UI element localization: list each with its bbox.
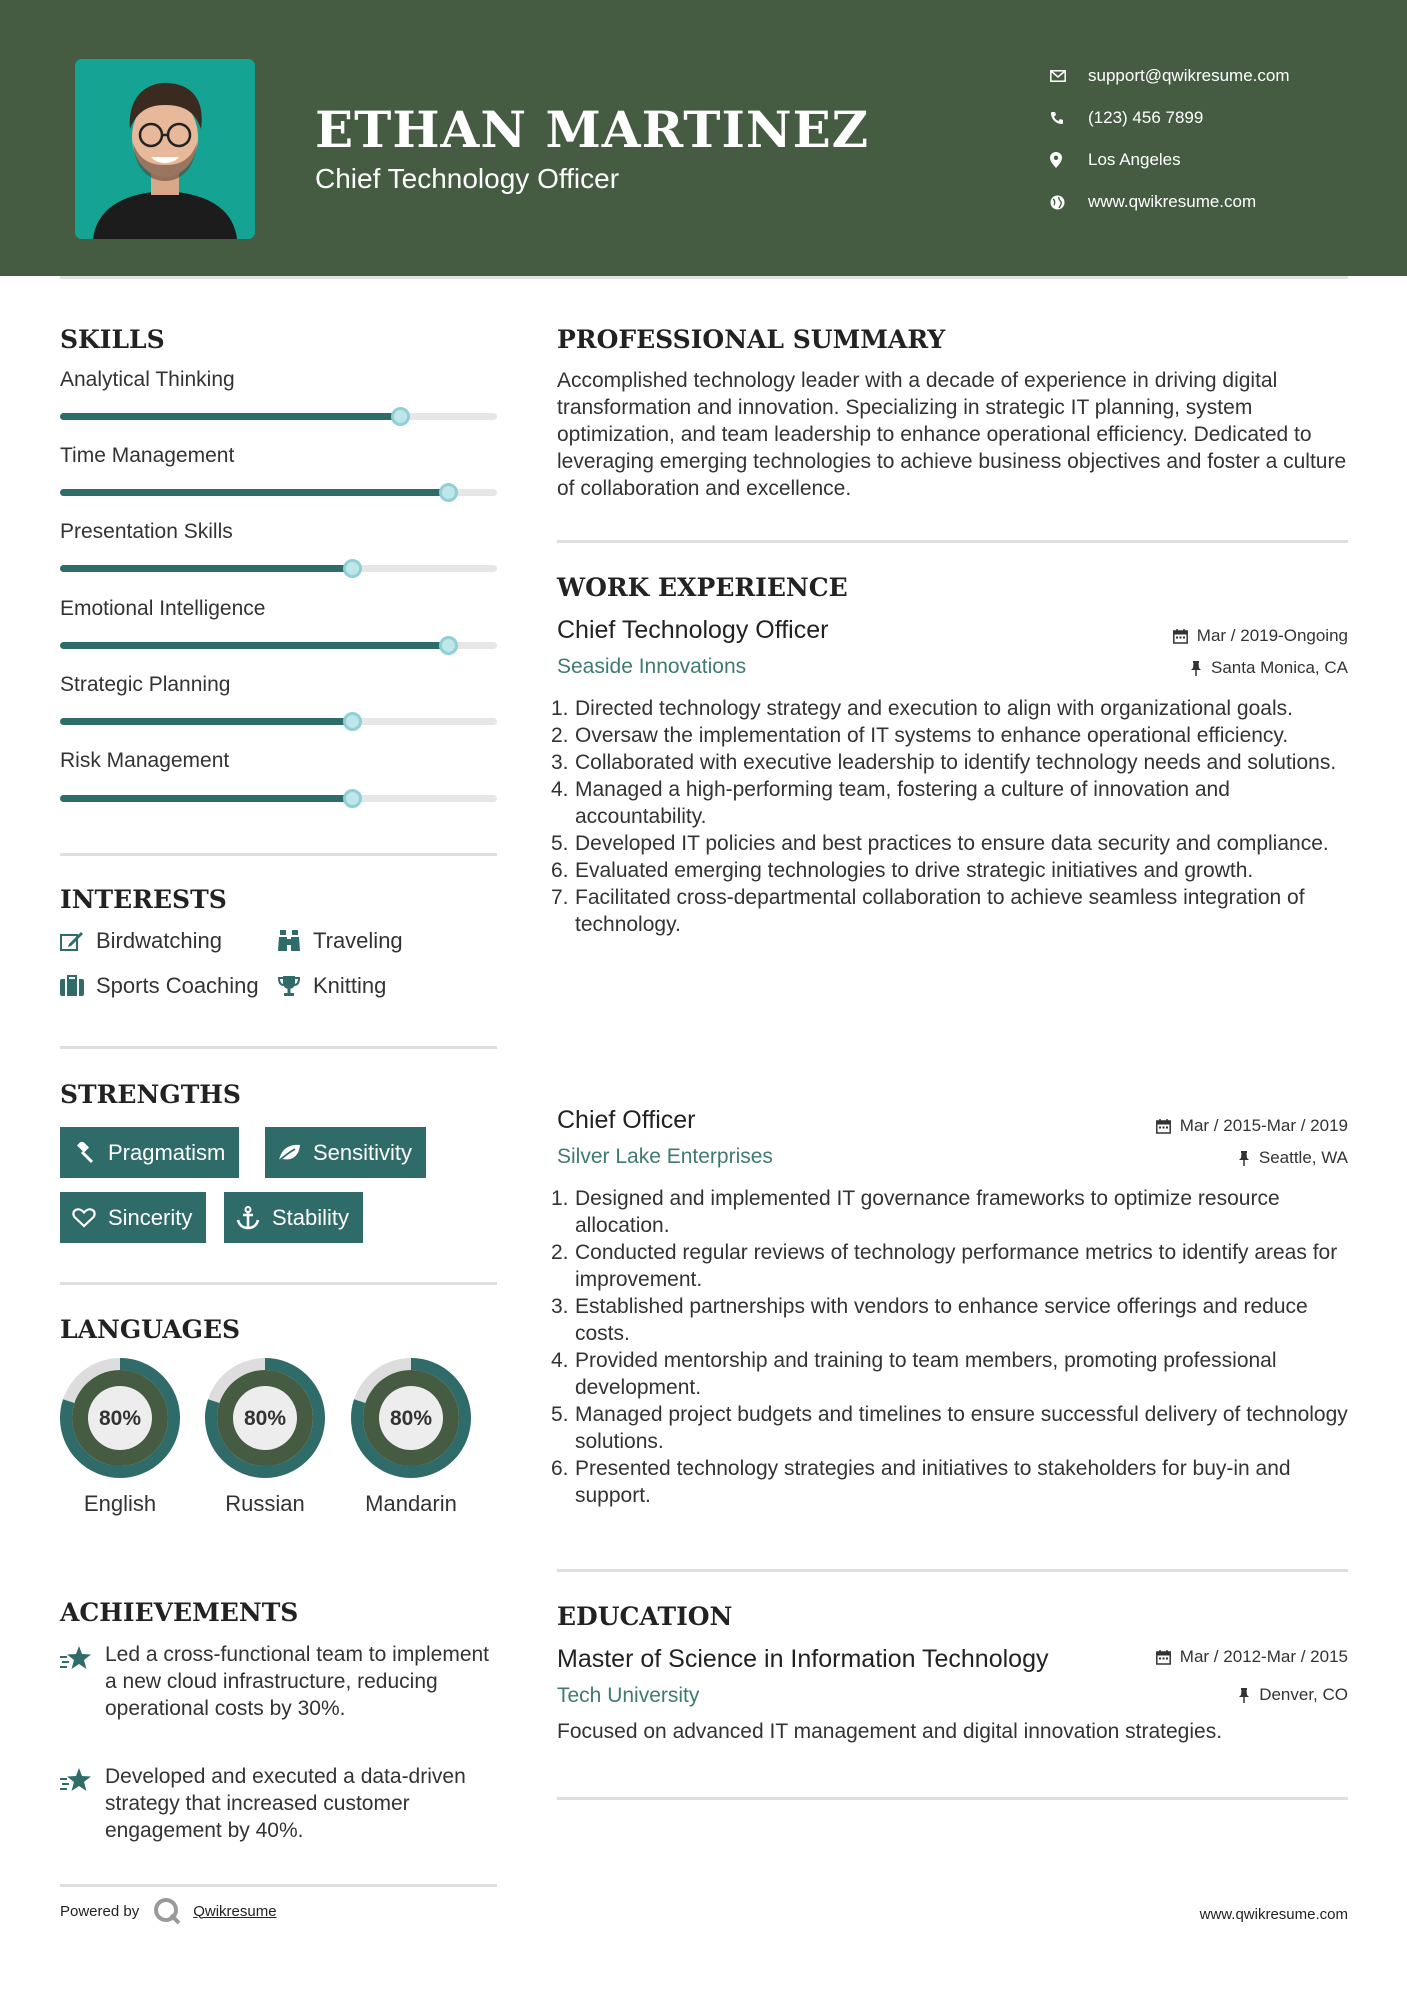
- contact-phone-text: (123) 456 7899: [1088, 108, 1204, 127]
- education-dates: [1156, 1647, 1348, 1667]
- education-location: [1238, 1685, 1348, 1705]
- achievement-text: Developed and executed a data-driven strategy that increased customer engagement by 40%.: [105, 1765, 466, 1842]
- experience-heading: WORK EXPERIENCE: [557, 573, 848, 602]
- duty-item: 7. Facilitated cross-departmental collaboration to achieve seamless integration of technology.: [557, 884, 1348, 938]
- strength-label: Stability: [272, 1204, 350, 1230]
- calendar-icon: [1173, 629, 1188, 644]
- candidate-role: Chief Technology Officer: [315, 163, 620, 194]
- job-location-text: Seattle, WA: [1258, 1148, 1348, 1167]
- job-title: Chief Technology Officer: [557, 616, 829, 644]
- language-percent: 80%: [389, 1407, 433, 1430]
- duty-list: [551, 1185, 1348, 1509]
- skill-bar-knob: [343, 712, 362, 731]
- duty-text: Collaborated with executive leadership to identify technology needs and solutions.: [575, 751, 1337, 774]
- language-ring: [350, 1357, 472, 1479]
- skill-bar-knob: [343, 789, 362, 808]
- star-icon: [60, 1763, 105, 1844]
- duty-item: 4. Provided mentorship and training to team members, promoting professional development.: [557, 1347, 1348, 1401]
- duty-text: Presented technology strategies and initiatives to stakeholders for buy-in and support.: [575, 1457, 1291, 1507]
- language-percent: 80%: [98, 1407, 142, 1430]
- pushpin-icon: [1190, 661, 1202, 676]
- section-divider: [557, 1797, 1348, 1800]
- skills-heading: SKILLS: [60, 325, 165, 354]
- education-description: Focused on advanced IT management and digital innovation strategies.: [557, 1720, 1223, 1743]
- contact-location-text: Los Angeles: [1088, 150, 1181, 169]
- skill-bar-fill: [60, 642, 449, 649]
- strength-badge: [60, 1192, 206, 1243]
- interests-heading: INTERESTS: [60, 885, 227, 914]
- job-location: [1190, 658, 1348, 678]
- education-dates-text: Mar / 2012-Mar / 2015: [1179, 1647, 1348, 1666]
- duty-list: [551, 695, 1348, 938]
- phone-icon: [1050, 111, 1088, 125]
- contact-location: [1050, 139, 1290, 181]
- header-divider: [60, 276, 1348, 279]
- skill-bar-fill: [60, 565, 353, 572]
- duty-text: Facilitated cross-departmental collaboration to achieve seamless integration of technology.: [575, 886, 1305, 936]
- skill-bar: [60, 642, 497, 649]
- school-name: Tech University: [557, 1684, 700, 1707]
- skill-label: Analytical Thinking: [60, 368, 235, 391]
- duty-text: Established partnerships with vendors to enhance service offerings and reduce costs.: [575, 1295, 1308, 1345]
- skill-bar: [60, 413, 497, 420]
- interest-item: [60, 928, 222, 954]
- skill-label: Emotional Intelligence: [60, 597, 266, 620]
- interest-item: [277, 973, 386, 999]
- candidate-name: ETHAN MARTINEZ: [315, 100, 870, 159]
- duty-item: 1. Directed technology strategy and execution to align with organizational goals.: [551, 697, 1293, 720]
- skill-bar: [60, 565, 497, 572]
- job-title: Chief Officer: [557, 1106, 696, 1134]
- heart-icon: [72, 1208, 108, 1228]
- skill-bar-knob: [439, 636, 458, 655]
- job-dates: [1156, 1116, 1348, 1136]
- trophy-icon: [277, 975, 313, 997]
- languages-heading: LANGUAGES: [60, 1315, 241, 1344]
- footer-website[interactable]: www.qwikresume.com: [1199, 1906, 1348, 1923]
- duty-item: 5. Developed IT policies and best practices to ensure data security and compliance.: [551, 832, 1329, 855]
- strength-badge: [224, 1192, 363, 1243]
- company-name: Silver Lake Enterprises: [557, 1145, 773, 1168]
- duty-text: Managed a high-performing team, fostering a culture of innovation and accountability.: [575, 778, 1230, 828]
- achievement-text: Led a cross-functional team to implement a new cloud infrastructure, reducing operational costs by 30%.: [105, 1643, 490, 1720]
- duty-text: Provided mentorship and training to team members, promoting professional development.: [575, 1349, 1277, 1399]
- duty-item: 1. Designed and implemented IT governance frameworks to optimize resource allocation.: [557, 1185, 1348, 1239]
- map-pin-icon: [1050, 152, 1088, 168]
- section-divider: [60, 1046, 497, 1049]
- language-item: [59, 1357, 181, 1517]
- language-ring: [59, 1357, 181, 1479]
- skill-bar: [60, 795, 497, 802]
- duty-item: 4. Managed a high-performing team, fostering a culture of innovation and accountability.: [557, 776, 1348, 830]
- skill-bar: [60, 718, 497, 725]
- contact-email[interactable]: [1050, 55, 1290, 97]
- duty-item: 2. Conducted regular reviews of technology performance metrics to identify areas for improvement.: [557, 1239, 1348, 1293]
- strength-label: Sensitivity: [313, 1139, 413, 1165]
- education-heading: EDUCATION: [557, 1602, 733, 1631]
- skill-label: Presentation Skills: [60, 520, 233, 543]
- duty-text: Designed and implemented IT governance frameworks to optimize resource allocation.: [575, 1187, 1280, 1237]
- language-label: English: [83, 1491, 157, 1516]
- skill-bar-knob: [391, 407, 410, 426]
- company-name: Seaside Innovations: [557, 655, 747, 678]
- edit-icon: [60, 930, 96, 952]
- education-location-text: Denver, CO: [1259, 1685, 1348, 1704]
- job-location-text: Santa Monica, CA: [1210, 658, 1348, 677]
- qwikresume-logo-icon: [153, 1897, 181, 1925]
- language-ring: [204, 1357, 326, 1479]
- strength-label: Pragmatism: [108, 1139, 226, 1165]
- briefcase-icon: [60, 975, 96, 997]
- skill-bar-fill: [60, 795, 353, 802]
- pushpin-icon: [1238, 1688, 1250, 1703]
- strengths-heading: STRENGTHS: [60, 1080, 241, 1109]
- job-dates-text: Mar / 2015-Mar / 2019: [1179, 1116, 1348, 1135]
- section-divider: [60, 1884, 497, 1887]
- duty-item: 5. Managed project budgets and timelines to ensure successful delivery of technology solutions.: [551, 1403, 1348, 1453]
- interest-label: Sports Coaching: [96, 973, 259, 998]
- skill-bar-fill: [60, 489, 449, 496]
- language-label: Mandarin: [365, 1491, 457, 1516]
- contact-website-text: www.qwikresume.com: [1088, 192, 1257, 211]
- achievement-item: [60, 1763, 497, 1844]
- avatar: [75, 59, 255, 239]
- strength-badge: [60, 1127, 239, 1178]
- interest-label: Traveling: [313, 928, 403, 953]
- section-divider: [60, 1282, 497, 1285]
- resume-header: [0, 0, 1407, 276]
- duty-text: Managed project budgets and timelines to ensure successful delivery of technology solutions.: [575, 1403, 1348, 1453]
- calendar-icon: [1156, 1119, 1171, 1134]
- strength-label: Sincerity: [108, 1204, 193, 1230]
- profile-photo: [75, 59, 255, 239]
- interest-item: [277, 928, 403, 954]
- contact-list: [1050, 55, 1290, 223]
- powered-by-text: Powered by: [60, 1902, 140, 1920]
- anchor-icon: [236, 1206, 272, 1230]
- section-divider: [557, 540, 1348, 543]
- envelope-icon: [1050, 70, 1088, 82]
- achievement-item: [60, 1641, 497, 1722]
- language-label: Russian: [225, 1491, 305, 1516]
- skill-bar-knob: [343, 559, 362, 578]
- interest-item: [60, 973, 259, 999]
- interest-label: Birdwatching: [96, 928, 222, 953]
- summary-heading: PROFESSIONAL SUMMARY: [557, 325, 946, 354]
- skill-bar: [60, 489, 497, 496]
- section-divider: [60, 853, 497, 856]
- skill-label: Strategic Planning: [60, 673, 231, 696]
- contact-email-text: support@qwikresume.com: [1088, 66, 1290, 85]
- job-location: [1238, 1148, 1348, 1168]
- skill-bar-knob: [439, 483, 458, 502]
- contact-phone[interactable]: [1050, 97, 1290, 139]
- duty-text: Directed technology strategy and execution to align with organizational goals.: [575, 697, 1293, 720]
- contact-website[interactable]: [1050, 181, 1290, 223]
- skill-label: Risk Management: [60, 749, 230, 772]
- job-dates: [1173, 626, 1348, 646]
- globe-icon: [1050, 195, 1088, 210]
- language-percent: 80%: [243, 1407, 287, 1430]
- duty-text: Conducted regular reviews of technology performance metrics to identify areas for improvement.: [575, 1241, 1338, 1291]
- pushpin-icon: [1238, 1151, 1250, 1166]
- achievements-heading: ACHIEVEMENTS: [60, 1598, 299, 1627]
- job-dates-text: Mar / 2019-Ongoing: [1196, 626, 1348, 645]
- duty-item: 6. Evaluated emerging technologies to drive strategic initiatives and growth.: [551, 859, 1254, 882]
- language-item: [204, 1357, 326, 1517]
- skill-bar-fill: [60, 718, 353, 725]
- skill-bar-fill: [60, 413, 401, 420]
- duty-text: Oversaw the implementation of IT systems to enhance operational efficiency.: [575, 724, 1289, 747]
- powered-by: [60, 1897, 277, 1925]
- section-divider: [557, 1569, 1348, 1572]
- gavel-icon: [72, 1142, 108, 1164]
- duty-text: Evaluated emerging technologies to drive strategic initiatives and growth.: [575, 859, 1254, 882]
- interest-label: Knitting: [313, 973, 387, 998]
- degree-title: Master of Science in Information Technology: [557, 1645, 1049, 1673]
- summary-text: Accomplished technology leader with a decade of experience in driving digital transformation and innovation. Specializing in strategic IT planning, system optimization, and team leadership to enhance operational efficiency. Dedicated to leveraging emerging technologies to achieve business objectives and foster a culture of collaboration and excellence.: [557, 369, 1347, 500]
- star-icon: [60, 1641, 105, 1722]
- duty-item: 2. Oversaw the implementation of IT systems to enhance operational efficiency.: [551, 724, 1289, 747]
- strength-badge: [265, 1127, 426, 1178]
- duty-item: 6. Presented technology strategies and initiatives to stakeholders for buy-in and support.: [557, 1455, 1348, 1509]
- duty-text: Developed IT policies and best practices to ensure data security and compliance.: [575, 832, 1329, 855]
- binoculars-icon: [277, 930, 313, 952]
- duty-item: 3. Collaborated with executive leadership to identify technology needs and solutions.: [551, 751, 1337, 774]
- language-item: [350, 1357, 472, 1517]
- qwikresume-link[interactable]: Qwikresume: [193, 1902, 277, 1920]
- skill-label: Time Management: [60, 444, 235, 467]
- calendar-icon: [1156, 1650, 1171, 1665]
- leaf-icon: [277, 1143, 313, 1163]
- duty-item: 3. Established partnerships with vendors to enhance service offerings and reduce costs.: [557, 1293, 1348, 1347]
